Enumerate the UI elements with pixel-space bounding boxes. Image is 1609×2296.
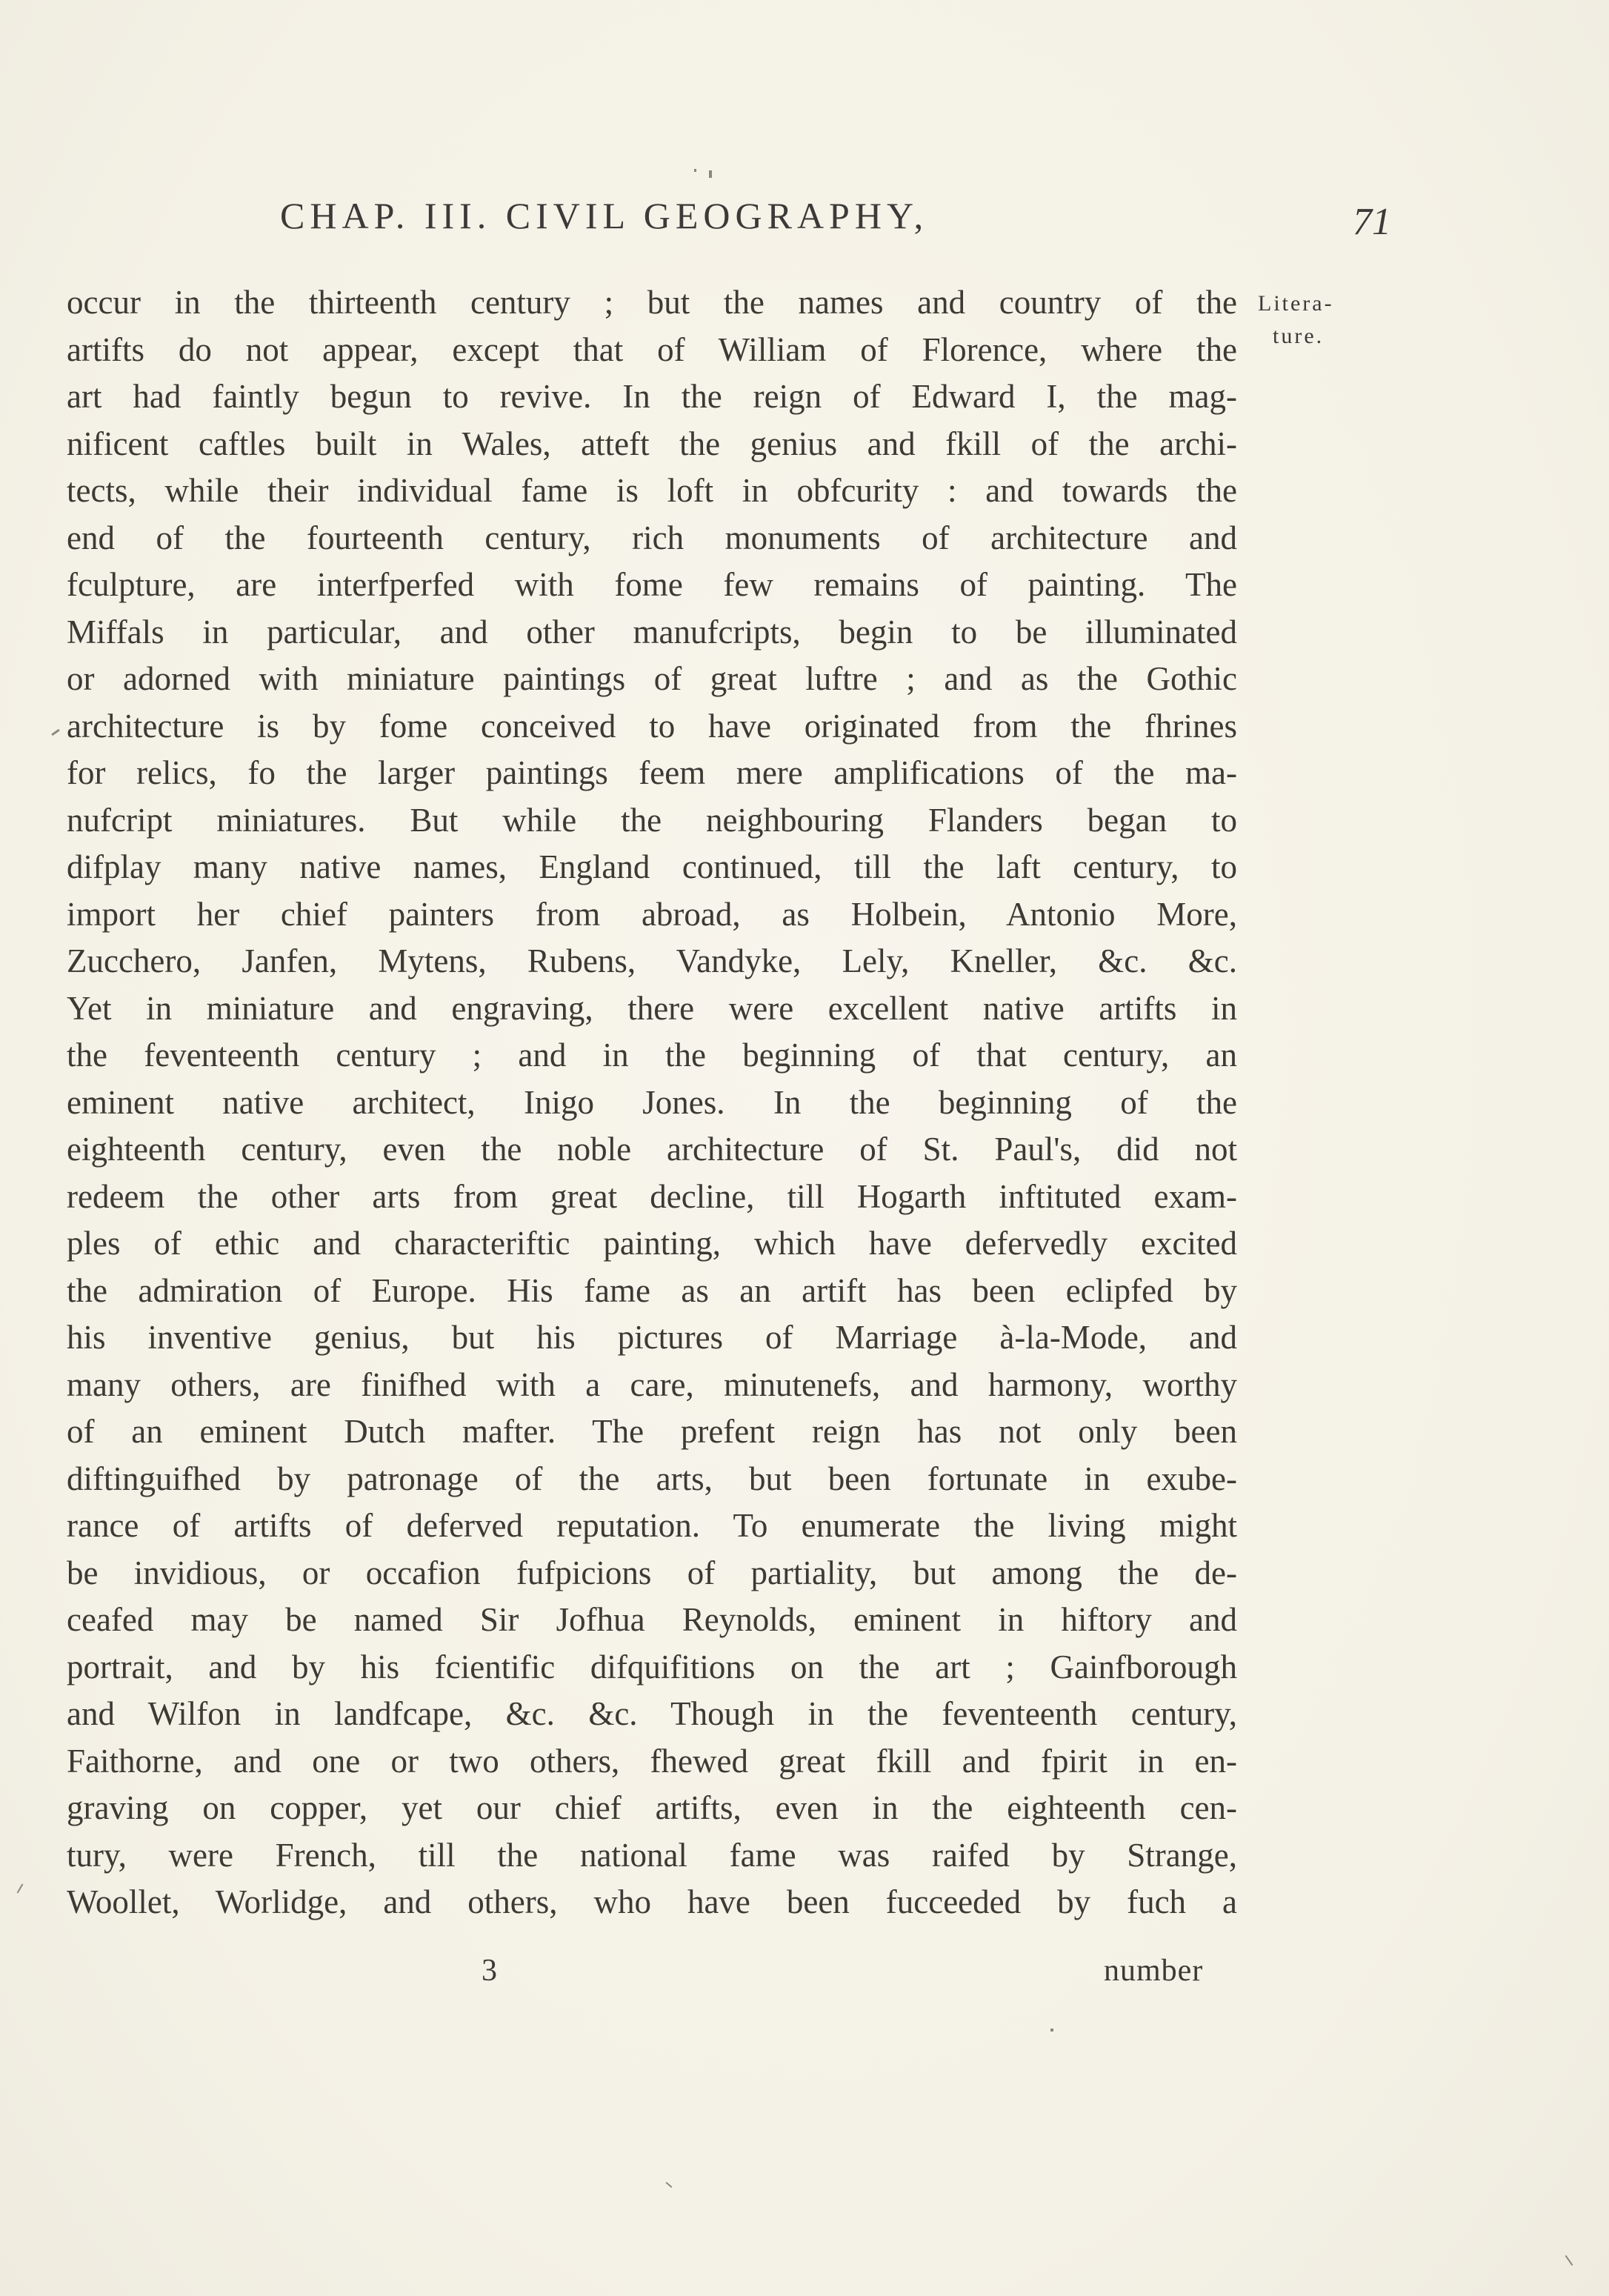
margin-note-line-1: Litera- — [1258, 291, 1334, 316]
text-line: eminent native architect, Inigo Jones. In the beginning of the — [67, 1083, 1237, 1121]
text-line: art had faintly begun to revive. In the reign of Edward I, the mag- — [67, 378, 1237, 415]
text-line: import her chief painters from abroad, as Holbein, Antonio More, — [67, 895, 1237, 933]
text-line: tects, while their individual fame is loft in obfcurity : and towards the — [67, 472, 1237, 509]
paper-speck — [694, 169, 696, 172]
text-line: his inventive genius, but his pictures of Marriage à-la-Mode, and — [67, 1319, 1237, 1356]
catchword: number — [1104, 1954, 1204, 1988]
text-line: architecture is by fome conceived to have originated from the fhrines — [67, 707, 1237, 745]
text-line: many others, are finifhed with a care, minutenefs, and harmony, worthy — [67, 1365, 1237, 1403]
text-line: redeem the other arts from great decline, till Hogarth inftituted exam- — [67, 1177, 1237, 1215]
text-line: nificent caftles built in Wales, atteft the genius and fkill of the archi- — [67, 425, 1237, 462]
page-number: 71 — [1353, 201, 1391, 243]
paper-speck — [51, 729, 60, 736]
text-line: the admiration of Europe. His fame as an artift has been eclipfed by — [67, 1271, 1237, 1309]
text-line: occur in the thirteenth century ; but the names and country of the — [67, 284, 1237, 321]
text-line: rance of artifts of deferved reputation. To enumerate the living might — [67, 1507, 1237, 1544]
text-line: nufcript miniatures. But while the neighbouring Flanders began to — [67, 801, 1237, 839]
text-line: and Wilfon in landfcape, &c. &c. Though in the feventeenth century, — [67, 1695, 1237, 1732]
text-line: be invidious, or occafion fufpicions of partiality, but among the de- — [67, 1554, 1237, 1591]
margin-note — [1258, 287, 1376, 353]
paper-speck — [666, 2182, 673, 2188]
text-line: end of the fourteenth century, rich monuments of architecture and — [67, 519, 1237, 556]
text-line: Yet in miniature and engraving, there were excellent native artifts in — [67, 989, 1237, 1027]
body-text — [67, 279, 1237, 1926]
text-line: diftinguifhed by patronage of the arts, but been fortunate in exube- — [67, 1460, 1237, 1497]
text-line: Woollet, Worlidge, and others, who have been fucceeded by fuch a — [67, 1883, 1237, 1920]
text-line: graving on copper, yet our chief artifts, even in the eighteenth cen- — [67, 1789, 1237, 1826]
running-title: CHAP. III. CIVIL GEOGRAPHY, — [280, 195, 929, 236]
text-line: portrait, and by his fcientific difquifitions on the art ; Gainfborough — [67, 1648, 1237, 1686]
text-line: artifts do not appear, except that of William of Florence, where the — [67, 330, 1237, 368]
paper-speck — [1565, 2255, 1573, 2266]
text-line: Miffals in particular, and other manufcripts, begin to be illuminated — [67, 613, 1237, 650]
text-line: fculpture, are interfperfed with fome few remains of painting. The — [67, 566, 1237, 603]
margin-note-line-2: ture. — [1273, 324, 1325, 348]
paper-speck — [17, 1883, 24, 1893]
paper-speck — [709, 170, 712, 178]
text-line: difplay many native names, England continued, till the laft century, to — [67, 848, 1237, 885]
text-line: Zucchero, Janfen, Mytens, Rubens, Vandyke, Lely, Kneller, &c. &c. — [67, 942, 1237, 979]
text-line: ceafed may be named Sir Jofhua Reynolds, eminent in hiftory and — [67, 1601, 1237, 1638]
text-line: eighteenth century, even the noble architecture of St. Paul's, did not — [67, 1131, 1237, 1168]
text-line: ples of ethic and characteriftic painting, which have defervedly excited — [67, 1225, 1237, 1262]
text-line: or adorned with miniature paintings of great luftre ; and as the Gothic — [67, 660, 1237, 697]
text-line: of an eminent Dutch mafter. The prefent reign has not only been — [67, 1413, 1237, 1450]
text-line: Faithorne, and one or two others, fhewed great fkill and fpirit in en- — [67, 1742, 1237, 1780]
text-line: tury, were French, till the national fame was raifed by Strange, — [67, 1836, 1237, 1874]
paper-speck — [1050, 2029, 1053, 2032]
text-line: for relics, fo the larger paintings feem mere amplifications of the ma- — [67, 754, 1237, 791]
signature-mark: 3 — [482, 1954, 497, 1988]
text-line: the feventeenth century ; and in the beginning of that century, an — [67, 1036, 1237, 1074]
